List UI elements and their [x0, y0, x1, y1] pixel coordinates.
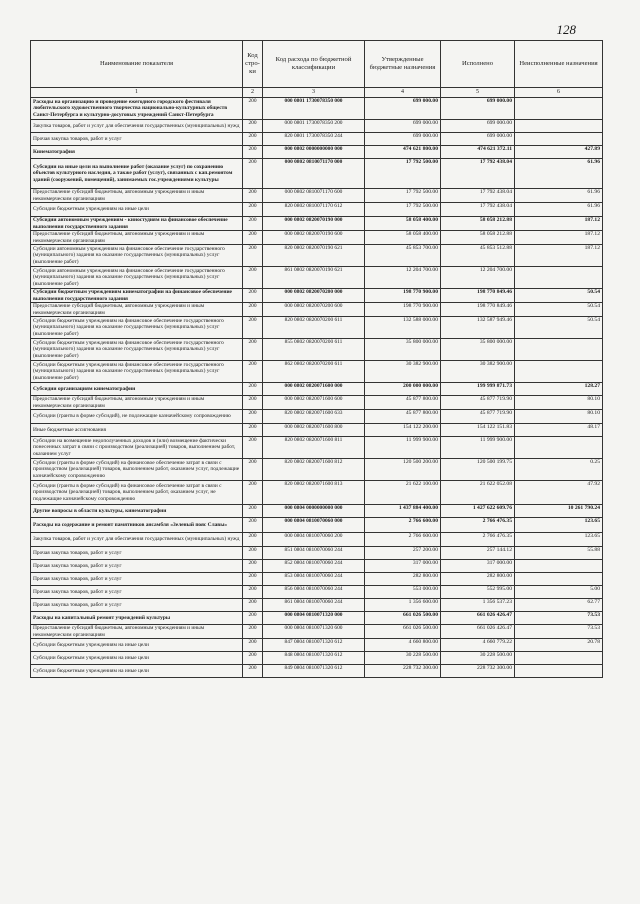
row-name: Субсидии бюджетным учреждениям на иные цели — [31, 639, 243, 652]
row-classification-code: 820 0802 0820070190 621 — [263, 245, 365, 267]
row-name: Прочая закупка товаров, работ и услуг — [31, 560, 243, 573]
row-executed: 257 144.12 — [441, 547, 515, 560]
row-line-code: 200 — [243, 639, 263, 652]
row-line-code: 200 — [243, 612, 263, 625]
row-line-code: 200 — [243, 383, 263, 396]
row-unexecuted: 128.27 — [515, 383, 603, 396]
table-row — [31, 339, 603, 361]
row-approved: 553 000.00 — [365, 586, 441, 599]
row-line-code: 200 — [243, 586, 263, 599]
row-unexecuted: 187.12 — [515, 245, 603, 267]
table-row — [31, 533, 603, 547]
row-classification-code: 000 0802 0820071600 600 — [263, 396, 365, 410]
row-unexecuted: 187.12 — [515, 217, 603, 231]
row-executed: 282 800.00 — [441, 573, 515, 586]
column-number: 6 — [515, 88, 603, 98]
row-line-code: 200 — [243, 231, 263, 245]
row-approved: 474 621 800.00 — [365, 146, 441, 159]
row-name: Закупка товаров, работ и услуг для обеспечения государственных (муниципальных) нужд — [31, 533, 243, 547]
row-name: Расходы на содержание и ремонт памятников ансамбля «Зеленый пояс Славы» — [31, 518, 243, 533]
row-unexecuted: 47.92 — [515, 481, 603, 505]
column-number-row — [31, 88, 603, 98]
row-approved: 120 500 200.00 — [365, 459, 441, 481]
row-executed: 120 500 199.75 — [441, 459, 515, 481]
row-unexecuted — [515, 98, 603, 120]
row-approved: 45 853 700.00 — [365, 245, 441, 267]
row-unexecuted: 61.96 — [515, 159, 603, 189]
row-name: Прочая закупка товаров, работ и услуг — [31, 547, 243, 560]
row-unexecuted — [515, 652, 603, 665]
table-row — [31, 289, 603, 303]
row-executed: 132 587 949.46 — [441, 317, 515, 339]
row-name: Расходы на капитальный ремонт учреждений культуры — [31, 612, 243, 625]
row-classification-code: 000 0802 0000000000 000 — [263, 146, 365, 159]
table-row — [31, 231, 603, 245]
table-row — [31, 303, 603, 317]
row-line-code: 200 — [243, 547, 263, 560]
row-name: Субсидии бюджетным учреждениям на финансовое обеспечение государственного (муниципального) задания на оказание государственных (муниципальных) услуг (выполнение работ) — [31, 317, 243, 339]
row-unexecuted — [515, 560, 603, 573]
row-approved: 2 766 600.00 — [365, 518, 441, 533]
header-executed: Исполнено — [441, 41, 515, 88]
column-number: 2 — [243, 88, 263, 98]
row-unexecuted: 73.53 — [515, 625, 603, 639]
header-row — [31, 41, 603, 88]
row-name: Субсидии бюджетным учреждениям на иные цели — [31, 203, 243, 217]
row-approved: 30 228 500.00 — [365, 652, 441, 665]
row-classification-code: 000 0804 0000000000 000 — [263, 505, 365, 518]
row-line-code: 200 — [243, 396, 263, 410]
table-row — [31, 560, 603, 573]
row-approved: 58 058 400.00 — [365, 217, 441, 231]
row-executed: 30 228 500.00 — [441, 652, 515, 665]
row-name: Субсидии (гранты в форме субсидий) на финансовое обеспечение затрат в связи с производством (реализацией) товаров, выполнением работ, оказанием услуг, не подлежащие казначейскому сопровождению — [31, 481, 243, 505]
row-line-code: 200 — [243, 159, 263, 189]
row-classification-code: 000 0802 0820070200 600 — [263, 303, 365, 317]
column-number: 5 — [441, 88, 515, 98]
row-executed: 12 204 700.00 — [441, 267, 515, 289]
table-row — [31, 217, 603, 231]
table-row — [31, 505, 603, 518]
row-approved: 58 058 400.00 — [365, 231, 441, 245]
row-name: Расходы на организацию и проведение ежегодного городского фестиваля любительского художественного творчества национально-культурных обществ Санкт-Петербурга и культурно-досуговых учреждений Санкт-Петербурга — [31, 98, 243, 120]
row-executed: 2 766 476.35 — [441, 533, 515, 547]
row-approved: 17 792 500.00 — [365, 159, 441, 189]
table-row — [31, 481, 603, 505]
row-unexecuted — [515, 133, 603, 146]
row-name: Субсидии бюджетным учреждениям на иные цели — [31, 652, 243, 665]
row-name: Субсидии автономным учреждениям на финансовое обеспечение государственного (муниципального) задания на оказание государственных (муниципальных) услуг (выполнение работ) — [31, 267, 243, 289]
row-line-code: 200 — [243, 217, 263, 231]
row-unexecuted — [515, 573, 603, 586]
row-name: Субсидии бюджетным учреждениям на финансовое обеспечение государственного (муниципального) задания на оказание государственных (муниципальных) услуг (выполнение работ) — [31, 361, 243, 383]
table-row — [31, 146, 603, 159]
row-line-code: 200 — [243, 505, 263, 518]
row-executed: 30 382 900.00 — [441, 361, 515, 383]
row-line-code: 200 — [243, 189, 263, 203]
row-approved: 1 356 600.00 — [365, 599, 441, 612]
header-indicator-name: Наименование показателя — [31, 41, 243, 88]
row-approved: 282 800.00 — [365, 573, 441, 586]
row-name: Закупка товаров, работ и услуг для обеспечения государственных (муниципальных) нужд — [31, 120, 243, 133]
table-row — [31, 518, 603, 533]
table-row — [31, 159, 603, 189]
row-classification-code: 849 0804 0810071320 612 — [263, 665, 365, 678]
table-row — [31, 437, 603, 459]
row-classification-code: 000 0802 0820070190 000 — [263, 217, 365, 231]
table-row — [31, 133, 603, 146]
row-line-code: 200 — [243, 533, 263, 547]
table-row — [31, 361, 603, 383]
row-unexecuted: 10 261 790.24 — [515, 505, 603, 518]
row-classification-code: 000 0802 0820071600 800 — [263, 424, 365, 437]
row-line-code: 200 — [243, 424, 263, 437]
row-executed: 474 621 372.11 — [441, 146, 515, 159]
row-approved: 11 999 900.00 — [365, 437, 441, 459]
row-approved: 2 766 600.00 — [365, 533, 441, 547]
row-unexecuted: 80.10 — [515, 396, 603, 410]
row-unexecuted — [515, 361, 603, 383]
row-classification-code: 000 0804 0810070060 200 — [263, 533, 365, 547]
table-row — [31, 245, 603, 267]
row-classification-code: 000 0802 0810071170 000 — [263, 159, 365, 189]
header-unexecuted: Неисполненные назначения — [515, 41, 603, 88]
row-unexecuted — [515, 120, 603, 133]
row-line-code: 200 — [243, 560, 263, 573]
table-row — [31, 120, 603, 133]
row-classification-code: 861 0804 0810070060 244 — [263, 599, 365, 612]
row-classification-code: 852 0804 0810070060 244 — [263, 560, 365, 573]
row-classification-code: 000 0802 0820070200 000 — [263, 289, 365, 303]
row-approved: 12 204 700.00 — [365, 267, 441, 289]
table-row — [31, 652, 603, 665]
row-line-code: 200 — [243, 410, 263, 424]
row-approved: 228 732 300.00 — [365, 665, 441, 678]
table-row — [31, 459, 603, 481]
row-line-code: 200 — [243, 665, 263, 678]
header-line-code: Код стро-ки — [243, 41, 263, 88]
row-classification-code: 000 0804 0810070060 000 — [263, 518, 365, 533]
row-unexecuted: 0.25 — [515, 459, 603, 481]
row-unexecuted: 50.54 — [515, 303, 603, 317]
row-executed: 198 770 849.46 — [441, 289, 515, 303]
row-unexecuted: 61.96 — [515, 189, 603, 203]
row-approved: 45 877 800.00 — [365, 410, 441, 424]
table-row — [31, 665, 603, 678]
row-classification-code: 861 0802 0820070190 621 — [263, 267, 365, 289]
table-row — [31, 98, 603, 120]
row-executed: 699 000.00 — [441, 98, 515, 120]
row-classification-code: 820 0802 0810071170 612 — [263, 203, 365, 217]
row-executed: 45 877 719.90 — [441, 396, 515, 410]
row-name: Субсидии бюджетным учреждениям на финансовое обеспечение государственного (муниципального) задания на оказание государственных (муниципальных) услуг (выполнение работ) — [31, 339, 243, 361]
row-approved: 4 660 800.00 — [365, 639, 441, 652]
row-name: Прочая закупка товаров, работ и услуг — [31, 599, 243, 612]
row-unexecuted — [515, 437, 603, 459]
table-row — [31, 317, 603, 339]
row-line-code: 200 — [243, 652, 263, 665]
table-row — [31, 424, 603, 437]
row-executed: 2 766 476.35 — [441, 518, 515, 533]
row-name: Предоставление субсидий бюджетным, автономным учреждениям и иным некоммерческим организациям — [31, 625, 243, 639]
row-classification-code: 820 0802 0820071600 812 — [263, 459, 365, 481]
row-name: Субсидии на возмещение недополученных доходов и (или) возмещение фактически понесенных затрат в связи с производством (реализацией) товаров, выполнением работ, оказанием услуг — [31, 437, 243, 459]
row-classification-code: 853 0804 0810070060 244 — [263, 573, 365, 586]
row-approved: 132 588 000.00 — [365, 317, 441, 339]
row-approved: 699 000.00 — [365, 98, 441, 120]
row-line-code: 200 — [243, 573, 263, 586]
row-executed: 35 800 000.00 — [441, 339, 515, 361]
row-line-code: 200 — [243, 289, 263, 303]
row-unexecuted — [515, 339, 603, 361]
row-approved: 198 770 900.00 — [365, 303, 441, 317]
row-line-code: 200 — [243, 625, 263, 639]
row-executed: 199 999 871.73 — [441, 383, 515, 396]
row-executed: 154 122 151.83 — [441, 424, 515, 437]
table-row — [31, 573, 603, 586]
row-line-code: 200 — [243, 361, 263, 383]
row-executed: 58 058 212.88 — [441, 217, 515, 231]
column-number: 1 — [31, 88, 243, 98]
row-name: Предоставление субсидий бюджетным, автономным учреждениям и иным некоммерческим организациям — [31, 303, 243, 317]
table-row — [31, 396, 603, 410]
row-executed: 1 427 622 609.76 — [441, 505, 515, 518]
row-approved: 317 000.00 — [365, 560, 441, 573]
row-line-code: 200 — [243, 98, 263, 120]
row-name: Прочая закупка товаров, работ и услуг — [31, 133, 243, 146]
row-executed: 17 792 438.04 — [441, 159, 515, 189]
row-classification-code: 000 0804 0810071320 000 — [263, 612, 365, 625]
table-row — [31, 383, 603, 396]
row-unexecuted — [515, 267, 603, 289]
row-classification-code: 000 0801 1730078350 200 — [263, 120, 365, 133]
row-classification-code: 000 0801 1730078350 000 — [263, 98, 365, 120]
row-classification-code: 855 0802 0820070200 611 — [263, 339, 365, 361]
row-executed: 317 000.00 — [441, 560, 515, 573]
row-name: Субсидии бюджетным учреждениям кинематографии на финансовое обеспечение выполнения государственного задания — [31, 289, 243, 303]
column-number: 4 — [365, 88, 441, 98]
row-classification-code: 848 0804 0810071320 612 — [263, 652, 365, 665]
budget-execution-table — [30, 40, 603, 678]
row-unexecuted — [515, 665, 603, 678]
row-line-code: 200 — [243, 437, 263, 459]
row-line-code: 200 — [243, 317, 263, 339]
row-approved: 661 026 500.00 — [365, 612, 441, 625]
row-unexecuted: 5.00 — [515, 586, 603, 599]
row-executed: 228 732 300.00 — [441, 665, 515, 678]
row-name: Предоставление субсидий бюджетным, автономным учреждениям и иным некоммерческим организациям — [31, 189, 243, 203]
row-executed: 552 995.00 — [441, 586, 515, 599]
row-line-code: 200 — [243, 518, 263, 533]
table-row — [31, 410, 603, 424]
row-executed: 17 792 438.04 — [441, 203, 515, 217]
table-row — [31, 203, 603, 217]
row-unexecuted: 80.10 — [515, 410, 603, 424]
row-name: Субсидии на иные цели на выполнение работ (оказание услуг) по сохранению объектов культурного наследия, а также работ (услуг), связанных с кап.ремонтом зданий (сооружений, помещений), занимаемых гос.учреждениями культуры — [31, 159, 243, 189]
row-name: Другие вопросы в области культуры, кинематографии — [31, 505, 243, 518]
row-classification-code: 851 0804 0810070060 244 — [263, 547, 365, 560]
row-executed: 198 770 849.46 — [441, 303, 515, 317]
row-name: Субсидии бюджетным учреждениям на иные цели — [31, 665, 243, 678]
row-unexecuted: 187.12 — [515, 231, 603, 245]
row-approved: 35 800 000.00 — [365, 339, 441, 361]
row-approved: 1 437 884 400.00 — [365, 505, 441, 518]
row-name: Предоставление субсидий бюджетным, автономным учреждениям и иным некоммерческим организациям — [31, 396, 243, 410]
row-classification-code: 820 0802 0820071600 813 — [263, 481, 365, 505]
table-row — [31, 612, 603, 625]
row-approved: 699 000.00 — [365, 133, 441, 146]
row-unexecuted: 48.17 — [515, 424, 603, 437]
row-name: Субсидии (гранты в форме субсидий), не подлежащие казначейскому сопровождению — [31, 410, 243, 424]
row-line-code: 200 — [243, 133, 263, 146]
table-row — [31, 267, 603, 289]
row-executed: 699 000.00 — [441, 120, 515, 133]
row-executed: 45 877 719.90 — [441, 410, 515, 424]
row-executed: 21 622 052.08 — [441, 481, 515, 505]
row-name: Субсидии (гранты в форме субсидий) на финансовое обеспечение затрат в связи с производством (реализацией) товаров, выполнением работ, оказанием услуг, подлежащие казначейскому сопровождению — [31, 459, 243, 481]
row-classification-code: 820 0801 1730078350 244 — [263, 133, 365, 146]
table-row — [31, 625, 603, 639]
row-classification-code: 847 0804 0810071320 612 — [263, 639, 365, 652]
row-line-code: 200 — [243, 339, 263, 361]
row-line-code: 200 — [243, 203, 263, 217]
row-classification-code: 856 0804 0810070060 244 — [263, 586, 365, 599]
row-name: Кинематография — [31, 146, 243, 159]
row-line-code: 200 — [243, 481, 263, 505]
page-number: 128 — [556, 22, 576, 37]
row-classification-code: 862 0802 0820070200 611 — [263, 361, 365, 383]
table-row — [31, 189, 603, 203]
row-approved: 661 026 500.00 — [365, 625, 441, 639]
row-line-code: 200 — [243, 245, 263, 267]
row-executed: 58 058 212.88 — [441, 231, 515, 245]
column-number: 3 — [263, 88, 365, 98]
table-body — [31, 98, 603, 678]
row-name: Прочая закупка товаров, работ и услуг — [31, 573, 243, 586]
row-executed: 4 660 779.22 — [441, 639, 515, 652]
row-executed: 11 999 900.00 — [441, 437, 515, 459]
row-classification-code: 000 0802 0820070190 600 — [263, 231, 365, 245]
row-approved: 17 792 500.00 — [365, 189, 441, 203]
row-classification-code: 820 0802 0820071600 811 — [263, 437, 365, 459]
row-approved: 200 000 000.00 — [365, 383, 441, 396]
row-executed: 661 026 426.47 — [441, 612, 515, 625]
row-name: Прочая закупка товаров, работ и услуг — [31, 586, 243, 599]
row-line-code: 200 — [243, 267, 263, 289]
row-unexecuted: 20.78 — [515, 639, 603, 652]
row-line-code: 200 — [243, 120, 263, 133]
row-approved: 30 382 900.00 — [365, 361, 441, 383]
row-name: Субсидии автономным учреждениям - киностудиям на финансовое обеспечение выполнения государственного задания — [31, 217, 243, 231]
row-name: Субсидии автономным учреждениям на финансовое обеспечение государственного (муниципального) задания на оказание государственных (муниципальных) услуг (выполнение работ) — [31, 245, 243, 267]
row-classification-code: 820 0802 0820070200 611 — [263, 317, 365, 339]
row-unexecuted: 123.65 — [515, 518, 603, 533]
row-line-code: 200 — [243, 303, 263, 317]
row-approved: 154 122 200.00 — [365, 424, 441, 437]
row-approved: 257 200.00 — [365, 547, 441, 560]
row-approved: 17 792 500.00 — [365, 203, 441, 217]
row-unexecuted: 73.53 — [515, 612, 603, 625]
row-executed: 17 792 438.04 — [441, 189, 515, 203]
row-line-code: 200 — [243, 146, 263, 159]
row-classification-code: 820 0802 0820071600 633 — [263, 410, 365, 424]
row-unexecuted: 123.65 — [515, 533, 603, 547]
row-approved: 198 770 900.00 — [365, 289, 441, 303]
table-row — [31, 586, 603, 599]
row-unexecuted: 61.96 — [515, 203, 603, 217]
row-approved: 21 622 100.00 — [365, 481, 441, 505]
row-approved: 699 000.00 — [365, 120, 441, 133]
row-classification-code: 000 0802 0810071170 600 — [263, 189, 365, 203]
row-unexecuted: 427.89 — [515, 146, 603, 159]
row-name: Предоставление субсидий бюджетным, автономным учреждениям и иным некоммерческим организациям — [31, 231, 243, 245]
row-unexecuted: 62.77 — [515, 599, 603, 612]
row-name: Иные бюджетные ассигнования — [31, 424, 243, 437]
row-unexecuted: 55.88 — [515, 547, 603, 560]
row-unexecuted: 50.54 — [515, 317, 603, 339]
row-line-code: 200 — [243, 459, 263, 481]
row-executed: 1 356 537.23 — [441, 599, 515, 612]
header-approved: Утвержденные бюджетные назначения — [365, 41, 441, 88]
row-name: Субсидии организациям кинематографии — [31, 383, 243, 396]
row-line-code: 200 — [243, 599, 263, 612]
row-approved: 45 877 800.00 — [365, 396, 441, 410]
row-unexecuted: 50.54 — [515, 289, 603, 303]
table-row — [31, 639, 603, 652]
table-row — [31, 599, 603, 612]
header-budget-classification: Код расхода по бюджетной классификации — [263, 41, 365, 88]
row-executed: 661 026 426.47 — [441, 625, 515, 639]
row-executed: 699 000.00 — [441, 133, 515, 146]
table-row — [31, 547, 603, 560]
row-classification-code: 000 0802 0820071600 000 — [263, 383, 365, 396]
row-executed: 45 853 512.88 — [441, 245, 515, 267]
row-classification-code: 000 0804 0810071320 600 — [263, 625, 365, 639]
